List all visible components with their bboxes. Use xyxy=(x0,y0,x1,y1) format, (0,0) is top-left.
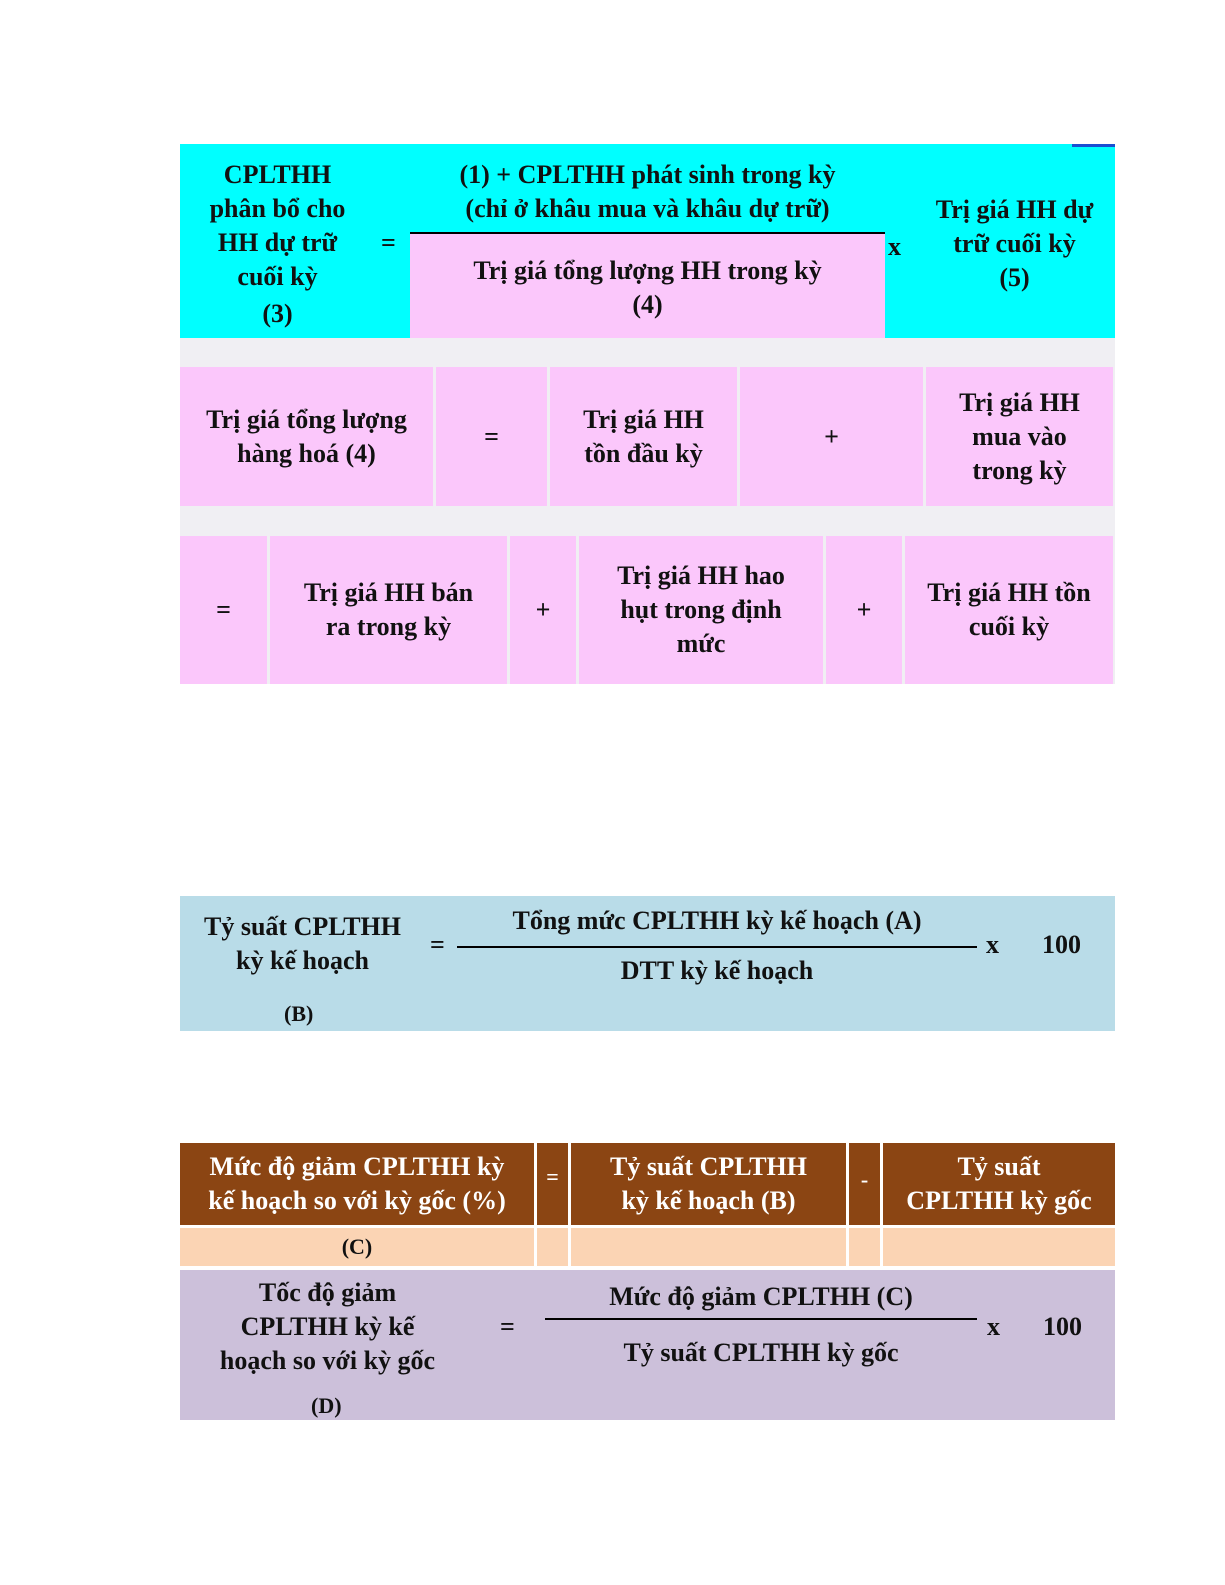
row-2-cell-opening xyxy=(550,367,737,506)
formula-1-corner-mark xyxy=(1072,144,1115,147)
formula-1-right-line: Trị giá HH dự xyxy=(935,195,1094,224)
cell-line: hụt trong định xyxy=(620,595,782,624)
formula-1-fraction-line xyxy=(410,232,885,234)
plus-sign: + xyxy=(535,595,551,624)
peach-cell xyxy=(849,1228,880,1266)
formula-1-left-line: HH dự trữ xyxy=(217,228,338,257)
formula-d-equals: = xyxy=(500,1312,515,1341)
formula-d-denominator: Tỷ suất CPLTHH kỳ gốc xyxy=(623,1338,899,1367)
row-3-cell-closing xyxy=(905,536,1113,684)
formula-b-fraction-line xyxy=(457,946,977,948)
formula-b-denominator: DTT kỳ kế hoạch xyxy=(620,956,814,985)
cell-line: Trị giá tổng lượng xyxy=(206,404,407,434)
row-3-cell-equals xyxy=(180,536,267,684)
formula-b-equals: = xyxy=(430,930,445,959)
formula-1-left-term xyxy=(185,158,370,331)
formula-1-numerator xyxy=(410,158,885,226)
cell-line: Trị giá HH xyxy=(959,387,1080,417)
formula-1-left-line: (3) xyxy=(262,299,293,328)
cell-line: Tỷ suất CPLTHH xyxy=(610,1152,807,1181)
row-3-cell-sales xyxy=(270,536,507,684)
formula-c-left-term xyxy=(180,1143,534,1225)
formula-1-right-line: (5) xyxy=(999,263,1030,292)
formula-c-minus xyxy=(849,1143,880,1225)
row-3-cell-plus-1 xyxy=(510,536,576,684)
formula-1-left-line: cuối kỳ xyxy=(237,262,318,291)
formula-c-middle-term xyxy=(571,1143,846,1225)
cell-line: Tỷ suất xyxy=(957,1152,1041,1181)
formula-c-equals xyxy=(537,1143,568,1225)
formula-d-fraction-line xyxy=(545,1318,977,1320)
formula-b-left-line: kỳ kế hoạch xyxy=(236,946,369,975)
formula-b-numerator: Tổng mức CPLTHH kỳ kế hoạch (A) xyxy=(512,906,922,935)
formula-d-left-line: hoạch so với kỳ gốc xyxy=(219,1346,436,1375)
cell-line: Trị giá HH tồn xyxy=(927,578,1091,607)
formula-d-left-line: Tốc độ giảm xyxy=(258,1278,397,1307)
formula-c-label-cell xyxy=(180,1228,534,1266)
peach-cell xyxy=(883,1228,1115,1266)
minus-sign: - xyxy=(860,1167,869,1192)
cell-line: ra trong kỳ xyxy=(325,612,452,641)
equals-sign: = xyxy=(216,595,231,624)
row-2-cell-equals xyxy=(436,367,547,506)
formula-1-denominator-line: Trị giá tổng lượng HH trong kỳ xyxy=(473,256,822,285)
formula-d-factor: 100 xyxy=(1043,1312,1082,1341)
cell-line: kỳ kế hoạch (B) xyxy=(621,1186,796,1215)
peach-cell xyxy=(571,1228,846,1266)
formula-1-equals: = xyxy=(381,228,396,257)
formula-1-left-line: CPLTHH xyxy=(223,160,332,189)
equals-sign: = xyxy=(484,421,499,451)
cell-line: cuối kỳ xyxy=(968,612,1050,641)
plus-sign: + xyxy=(824,421,839,451)
cell-line: mức xyxy=(676,629,726,658)
formula-1-denominator-line: (4) xyxy=(632,290,663,319)
peach-cell xyxy=(537,1228,568,1266)
formula-b-label: (B) xyxy=(284,1001,314,1026)
equals-sign: = xyxy=(546,1164,559,1189)
formula-c-right-term xyxy=(883,1143,1115,1225)
formula-d-left-line: CPLTHH kỳ kế xyxy=(240,1312,415,1341)
formula-1-numerator-line: (1) + CPLTHH phát sinh trong kỳ xyxy=(459,160,836,189)
row-2-cell-plus xyxy=(740,367,923,506)
formula-b-left-line: Tỷ suất CPLTHH xyxy=(204,912,401,941)
plus-sign: + xyxy=(856,595,872,624)
row-3-cell-plus-2 xyxy=(826,536,902,684)
formula-d-left-term xyxy=(185,1276,470,1378)
formula-d-times: x xyxy=(987,1312,1000,1341)
cell-line: hàng hoá (4) xyxy=(237,438,376,468)
cell-line: mua vào xyxy=(972,421,1067,451)
formula-1-right-term xyxy=(912,193,1117,295)
cell-line: Trị giá HH xyxy=(583,404,704,434)
cell-line: kế hoạch so với kỳ gốc (%) xyxy=(208,1186,506,1215)
cell-line: Trị giá HH bán xyxy=(303,578,474,607)
cell-line: Mức độ giảm CPLTHH kỳ xyxy=(209,1152,505,1181)
formula-c-label: (C) xyxy=(341,1234,373,1259)
formula-d-label: (D) xyxy=(311,1393,342,1418)
formula-b-times: x xyxy=(986,930,999,959)
formula-1-denominator xyxy=(410,254,885,322)
cell-line: tồn đầu kỳ xyxy=(584,438,703,468)
row-3-cell-shrinkage xyxy=(579,536,823,684)
cell-line: Trị giá HH hao xyxy=(617,561,785,590)
row-2-cell-purchases xyxy=(926,367,1113,506)
formula-1-numerator-line: (chỉ ở khâu mua và khâu dự trữ) xyxy=(465,194,830,223)
formula-1-right-line: trữ cuối kỳ xyxy=(953,229,1076,258)
formula-b-factor: 100 xyxy=(1042,930,1081,959)
cell-line: trong kỳ xyxy=(972,455,1067,485)
row-2-cell-total xyxy=(180,367,433,506)
formula-1-left-line: phân bổ cho xyxy=(209,194,346,223)
cell-line: CPLTHH kỳ gốc xyxy=(906,1186,1092,1215)
formula-1-times: x xyxy=(888,232,901,261)
formula-d-numerator: Mức độ giảm CPLTHH (C) xyxy=(609,1282,913,1311)
formula-b-left-term xyxy=(185,910,420,978)
